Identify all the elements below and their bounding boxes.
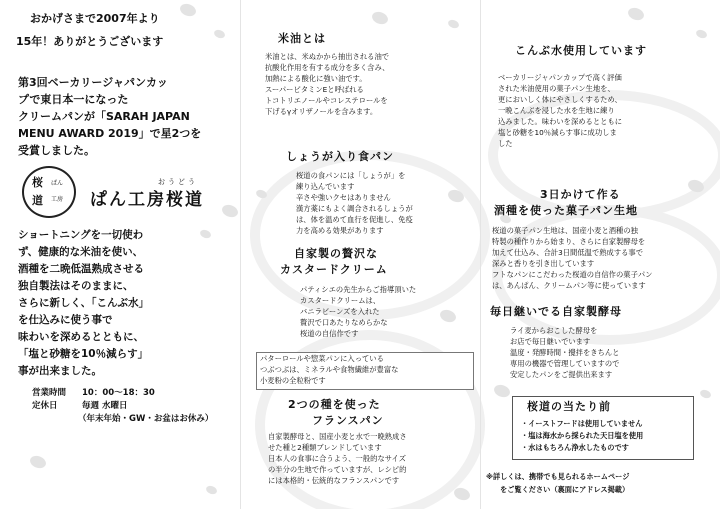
closed-value: 毎週 水曜日 <box>82 401 128 411</box>
note-line: 小麦粉の全粒粉です <box>260 376 326 385</box>
body-line: 練り込んでいます <box>296 182 355 191</box>
body-line: せた種と2種類ブレンドしています <box>268 443 382 452</box>
award-line: MENU AWARD 2019」で星2つを <box>18 127 202 140</box>
body-line: 安定したパンをご提供出来ます <box>510 370 613 379</box>
section-title-three-day-2: 酒種を使った菓子パン生地 <box>494 204 638 217</box>
rules-item: ・水はもちろん浄水したものです <box>521 443 629 452</box>
rules-box <box>512 396 694 460</box>
petal-icon <box>220 201 240 220</box>
petal-icon <box>695 28 709 41</box>
award-line: プで東日本一になった <box>18 93 129 106</box>
body-line: 特製の種作りから始まり、さらに自家製酵母を <box>492 237 646 246</box>
shop-logo <box>22 166 76 218</box>
body-line: 桜道の食パンには「しょうが」を <box>296 171 406 180</box>
body-line: には本格的・伝統的なフランスパンです <box>268 476 400 485</box>
body-line: 力を高める効果があります <box>296 226 384 235</box>
highlight-line: を仕込みに使う事で <box>18 314 113 326</box>
petal-icon <box>205 484 219 497</box>
section-title-ginger: しょうが入り食パン <box>286 150 394 163</box>
body-line: スーパービタミンEと呼ばれる <box>265 85 364 94</box>
petal-icon <box>438 306 458 325</box>
petal-icon <box>178 0 198 19</box>
logo-char: 道 <box>32 194 43 207</box>
body-line: お店で毎日継いでいます <box>510 337 591 346</box>
body-line: パティシエの先生からご指導頂いた <box>300 285 417 294</box>
body-line: ベーカリージャパンカップで高く評価 <box>498 73 622 82</box>
brand-name: ぱん工房桜道 <box>90 190 204 210</box>
hours-value: 10：00〜18：30 <box>82 388 155 398</box>
highlight-line: 「塩と砂糖を10％減らす」 <box>18 348 149 360</box>
body-line: は、あんぱん、クリームパン等に使っています <box>492 281 646 290</box>
body-line: 更においしく体にやさしくするため、 <box>498 95 622 104</box>
brand-ruby: おうどう <box>158 178 198 186</box>
rules-item: ・塩は海水から採られた天日塩を使用 <box>521 431 644 440</box>
intro-line-1: おかげさまで2007年より <box>30 12 160 25</box>
petal-icon <box>626 4 646 23</box>
body-line: 加えて仕込み、合計3日間低温で熟成する事で <box>492 248 644 257</box>
section-title-rice-oil: 米油とは <box>278 32 326 45</box>
body-line: 桜道の自信作です <box>300 329 359 338</box>
body-line: された米油使用の菓子パン生地を、 <box>498 84 615 93</box>
body-line: バニラビーンズを入れた <box>300 307 380 316</box>
body-line: 温度・発酵時間・攪拌をきちんと <box>510 348 620 357</box>
body-line: 辛さや強いクセはありません <box>296 193 391 202</box>
highlight-line: 独自製法はそのままに、 <box>18 280 134 292</box>
section-title-custard-2: カスタードクリーム <box>280 263 388 276</box>
rules-item: ・イーストフードは使用していません <box>521 419 643 428</box>
section-title-france-2: フランスパン <box>312 414 384 427</box>
section-title-kombu: こんぶ水使用しています <box>515 44 647 57</box>
award-line: クリームパンが「SARAH JAPAN <box>18 110 190 123</box>
wholewheat-note-box <box>256 352 474 390</box>
footer-note: をご覧ください（裏面にアドレス掲載） <box>500 485 630 494</box>
closed-note: （年末年始・GW・お盆はお休み） <box>78 414 214 424</box>
body-line: 米油とは、米ぬかから抽出される油で <box>265 52 390 61</box>
section-title-three-day-1: 3日かけて作る <box>540 188 621 201</box>
fold-line <box>480 0 481 509</box>
body-line: の半分の生地で作っていますが、レシピ的 <box>268 465 407 474</box>
hours-label: 営業時間 <box>32 388 67 398</box>
petal-icon <box>492 381 512 400</box>
section-title-custard-1: 自家製の贅沢な <box>294 247 378 260</box>
body-line: フトなパンにこだわった桜道の自信作の菓子パン <box>492 270 653 279</box>
body-line: 自家製酵母と、国産小麦と水で一晩熟成さ <box>268 432 407 441</box>
body-line: は、体を温めて血行を促進し、免疫 <box>296 215 413 224</box>
body-line: 贅沢で口あたりなめらかな <box>300 318 388 327</box>
section-title-yeast: 毎日継いでる自家製酵母 <box>490 305 622 318</box>
petal-icon <box>370 8 390 27</box>
logo-small-text: 工房 <box>51 196 64 203</box>
body-line: 桜道の菓子パン生地は、国産小麦と酒種の独 <box>492 226 638 235</box>
highlight-line: さらに新しく、「こんぶ水」 <box>18 297 150 309</box>
logo-char: 桜 <box>32 176 43 189</box>
award-line: 第3回ベーカリージャパンカッ <box>18 76 168 89</box>
intro-line-2: 15年！ありがとうございます <box>16 35 164 48</box>
body-line: 日本人の食事に合うよう、一般的なサイズ <box>268 454 407 463</box>
highlight-line: 酒種を二晩低温熟成させる <box>18 263 144 275</box>
rules-title: 桜道の当たり前 <box>527 400 611 413</box>
body-line: 塩と砂糖を10％減らす事に成功しま <box>498 128 617 137</box>
body-line: 加熱による酸化に強い油です。 <box>265 74 367 83</box>
footer-note: ※詳しくは、携帯でも見られるホームページ <box>486 472 630 481</box>
body-line: 専用の機器で管理していますので <box>510 359 620 368</box>
body-line: カスタードクリームは、 <box>300 296 381 305</box>
body-line: した <box>498 139 513 148</box>
logo-small-text: ぱん <box>51 180 64 187</box>
highlight-line: ショートニングを一切使わ <box>18 229 144 241</box>
body-line: 漢方薬にもよく調合されるしょうが <box>296 204 413 213</box>
petal-icon <box>199 228 213 241</box>
highlight-line: 味わいを深めるとともに、 <box>18 331 144 343</box>
note-line: つぶつぶは、ミネラルや食物繊維が豊富な <box>260 365 399 374</box>
petal-icon <box>699 388 713 401</box>
body-line: 一晩こんぶを浸した水を生地に練り <box>498 106 615 115</box>
highlight-line: 事が出来ました。 <box>18 365 102 377</box>
section-title-france-1: 2つの種を使った <box>288 398 381 411</box>
body-line: トコトリエノールやコレステロールを <box>265 96 388 105</box>
petal-icon <box>447 18 461 31</box>
body-line: 深みと香りを引き出しています <box>492 259 595 268</box>
award-line: 受賞しました。 <box>18 144 95 157</box>
fold-line <box>240 0 241 509</box>
body-line: 下げるγオリザノールを含みます。 <box>265 107 378 116</box>
note-line: パターロールや惣菜パンに入っている <box>260 354 384 363</box>
petal-icon <box>28 452 48 471</box>
closed-label: 定休日 <box>32 401 58 411</box>
petal-icon <box>213 28 227 41</box>
body-line: 込みました。味わいを深めるとともに <box>498 117 623 126</box>
body-line: ライ麦からおこした酵母を <box>510 326 598 335</box>
body-line: 抗酸化作用を有する成分を多く含み、 <box>265 63 390 72</box>
highlight-line: ず、健康的な米油を使い、 <box>18 246 144 258</box>
